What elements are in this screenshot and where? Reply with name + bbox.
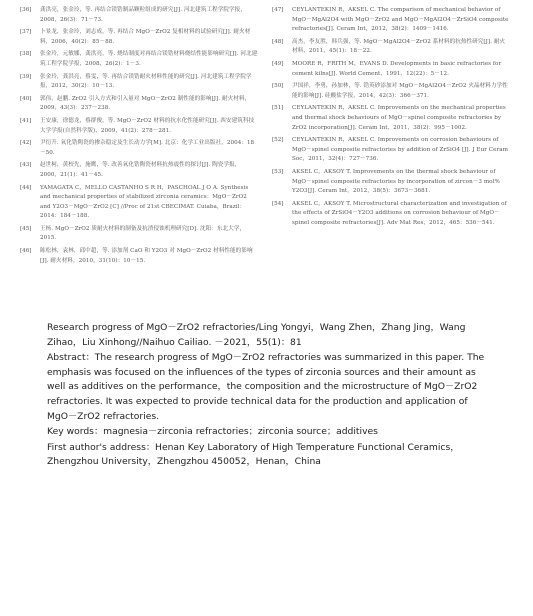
reference-text: 张金玲，元敏娜，龚洪亮，等. 烧结制度对再结合镁锆材料烧结性能影响研究[J]. 河北建筑工程学院学报，2008，26(2)：1－3. [40,51,258,67]
reference-text: 王杨. MgO－ZrO2 质耐火材料的制备及抗渣侵蚀机理研究[D]. 沈阳：东北大学，2015. [40,225,246,242]
reference-item [272,60,510,79]
reference-number: [37] [20,29,32,36]
article-citation: Research progress of MgO－ZrO2 refractories/Ling Yongyi，Wang Zhen，Zhang Jing，Wang Zihao，Liu Xinhong//Naihuo Cailiao. －2021，55(1)：81 [47,322,466,348]
reference-number: [44] [20,184,32,191]
author-address: First author's address：Henan Key Laboratory of High Temperature Functional Ceramics，Zhengzhou University，Zhengzhou 450052，Henan，China [47,441,460,468]
reference-item [20,161,258,180]
reference-text: 尹国祥，李勇，孙加林，等. 锆英砂添加对 MgO－MgAl2O4－ZrO2 火晶材料力学性能的影响[J]. 硅酸盐学报，2014，42(3)：366－371. [292,83,508,99]
reference-item [20,28,258,47]
reference-text: 张金玲，龚洪亮，蔡雯，等. 再结合镁锆耐火材料性能的研究[J]. 河北建筑工程学院学报，2012，30(2)：10－13. [40,73,252,90]
reference-column-left [20,6,258,269]
english-abstract [47,321,487,471]
reference-item [272,6,510,35]
reference-item [20,95,258,114]
reference-item [20,184,258,222]
reference-number: [45] [20,225,32,232]
reference-number: [49] [272,60,284,67]
reference-number: [42] [20,140,32,147]
reference-text: CEYLANTEKIN R，AKSEL C. Improvements on the mechanical properties and thermal shock behaviours of MgO－spinel composite refractories by ZrO2 incorporation[J]. Ceram Int，2011，38(2)：995－1002. [292,105,506,131]
reference-text: 王安康，徐德龙，蔡群俊，等. MgO－ZrO2 材料的抗水化性能研究[J]. 西安建筑科技大学学报(自然科学版)，2009，41(2)：278－281. [40,117,255,134]
reference-number: [41] [20,117,32,124]
reference-text: MOORE R，FRITH M，EVANS D. Developments in basic refractories for cement kilns[J]. World Cement，1991，12(22)：5－12. [292,60,502,77]
reference-number: [52] [272,137,284,144]
reference-item [20,73,258,92]
reference-number: [51] [272,105,284,112]
abstract-text: Abstract：The research progress of MgO－ZrO2 refractories was summarized in this paper. The emphasis was focused on the influences of the types of zirconia sources and their amount as well as additives on the performance，the composition and the microstructure of MgO－ZrO2 refractories. It was expected to provide technical data for the production and application of MgO－ZrO2 refractories. [47,352,485,422]
reference-item [272,168,510,197]
reference-item [20,139,258,158]
reference-text: CEYLANTEKIN R，AKSEL C. The comparison of mechanical behavior of MgO－MgAl2O4 with MgO－ZrO2 and MgO－MgAl2O4－ZrSiO4 composite refractories[J]. Ceram Int，2012，38(2)：1409－1416. [292,7,509,33]
reference-number: [54] [272,200,284,207]
reference-number: [53] [272,168,284,175]
reference-text: AKSEL C，AKSOY T. Improvements on the thermal shock behaviour of MgO－spinel composite refractories by incorporation of zircon－3 mol% Y2O3[J]. Ceram Int，2012，38(5)：3673－3681. [292,168,500,195]
reference-number: [38] [20,51,32,58]
reference-item [20,225,258,244]
reference-text: 郭伟，赵鹏. ZrO2 引入方式和引入量对 MgO－ZrO2 制性能的影响[J]. 耐火材料，2009，43(3)：237－238. [40,95,251,112]
reference-text: 赵世柯，黄校先，施鹰，等. 改善氧化锆陶瓷材料抗热震性的探讨[J]. 陶瓷学报，2000，21(1)：41－45. [40,162,241,178]
keywords: Key words：magnesia－zirconia refractories；zirconia source；additives [47,426,378,438]
reference-item [20,117,258,136]
reference-item [272,82,510,101]
reference-item [272,136,510,165]
reference-text: 陈松林，袁林，邱中超，等. 添加剂 CaO 和 Y2O3 对 MgO－ZrO2 材料性能的影响[J]. 耐火材料，2010，31(10)：10－15. [40,248,253,264]
reference-text: 高杰，李友胜，韩兵强，等. MgO－MgAl2O4－ZrO2 系材料的抗热性研究[J]. 耐火材料，2011，45(1)：18－22. [292,38,506,55]
reference-item [272,104,510,133]
reference-number: [39] [20,73,32,80]
reference-number: [46] [20,248,32,255]
reference-number: [48] [272,38,284,45]
reference-item [20,50,258,69]
reference-number: [50] [272,83,284,90]
reference-number: [47] [272,7,284,13]
reference-number: [43] [20,162,32,169]
reference-text: 尹衍升. 氧化锆陶瓷的掺杂稳定及生长动力学[M]. 北京：化学工业出版社，2004：18－50. [40,140,255,156]
reference-text: CEYLANTEKIN R，AKSEL C. Improvements on corrosion behaviours of MgO－spinel composite refractories by addition of ZrSiO4 [J]. J Eur Ceram Soc，2011，32(4)：727－736. [292,137,508,163]
reference-text: AKSEL C，AKSOY T. Microstructural characterization and investigation of the effects of ZrSiO4－Y2O3 additions on corrosion behaviour of MgO－spinel composite refractories[J]. Adv Mat Res，2012，465：536－541. [292,200,507,226]
reference-list [20,6,513,302]
reference-item [20,247,258,266]
reference-column-right [272,6,510,231]
reference-number: [40] [20,95,32,102]
reference-text: 龚洪亮，张金玲，等. 再结合镁锆制品颗粒组成的研究[J]. 河北建筑工程学院学报，2008，26(3)：71－73. [40,7,246,23]
reference-item [20,6,258,25]
reference-item [272,38,510,57]
reference-number: [36] [20,7,32,13]
reference-item [272,200,510,229]
reference-text: YAMAGATA C，MELLO CASTANHO S R H，PASCHOAL J O A. Synthesis and mechanical properties of stabilized zirconia ceramics：MgO－ZrO2 and Y2O3－MgO－ZrO2 [C] //Proc of 21st CBECIMAT. Cuiaba，Brazil：2014：184－188. [40,184,249,220]
reference-text: 卜景龙，张金玲，刘志成，等. 再结合 MgO－ZrO2 复相材料的试验研究[J]. 耐火材料，2006，40(2)：85－88. [40,29,251,45]
